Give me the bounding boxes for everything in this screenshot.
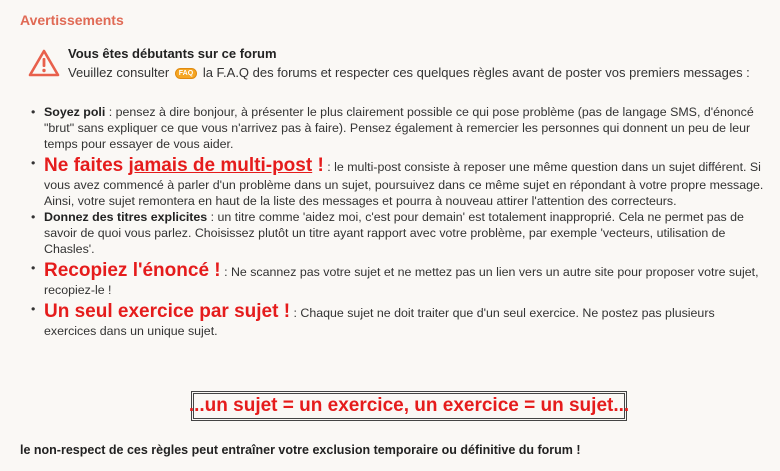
intro-text-before: Veuillez consulter xyxy=(68,65,170,80)
rule-lead-post: ! xyxy=(312,155,324,176)
rule-text: : un titre comme 'aidez moi, c'est pour demain' est totalement inapproprié. Cela ne permet pas de savoir de quoi vous parlez. Choisissez plutôt un titre ayant rapport avec votre problème, par exemple 'vecteurs, utilisation de Chasles'. xyxy=(44,210,744,256)
motto-box xyxy=(188,391,630,421)
section-title: Avertissements xyxy=(20,12,124,28)
rule-lead-red: Recopiez l'énoncé ! xyxy=(44,260,221,281)
rule-copy-statement xyxy=(44,260,764,298)
warning-triangle-icon xyxy=(28,49,60,77)
rule-lead-red: Un seul exercice par sujet ! xyxy=(44,301,291,322)
rule-text: : le multi-post consiste à reposer une même question dans un sujet différent. Si vous avez commencé à parler d'un problème dans un sujet, poursuivez dans ce même sujet en répondant à votre propre message. Ainsi, votre sujet remontera en haut de la liste des messages et pourra à nouveau attirer l'attention des correcteurs. xyxy=(44,160,764,208)
rule-lead-underlined: jamais de multi-post xyxy=(128,155,313,176)
motto-text: ...un sujet = un exercice, un exercice = un sujet... xyxy=(188,395,630,416)
rule-lead-red xyxy=(44,155,324,176)
rule-text: : Ne scannez pas votre sujet et ne mettez pas un lien vers un autre site pour proposer votre sujet, recopiez-le ! xyxy=(44,265,759,297)
intro-text xyxy=(68,65,750,80)
rule-text: : pensez à dire bonjour, à présenter le plus clairement possible ce qui pose problème (pas de langage SMS, d'énoncé "brut" sans expliquer ce que vous n'arrivez pas à faire). Pensez également à remercier les personnes qui donnent un peu de leur temps pour essayer de vous aider. xyxy=(44,105,754,151)
faq-badge-icon[interactable]: FAQ xyxy=(175,68,197,79)
rule-one-exercise xyxy=(44,301,764,339)
intro-heading: Vous êtes débutants sur ce forum xyxy=(68,46,277,61)
footer-warning: le non-respect de ces règles peut entraîner votre exclusion temporaire ou définitive du forum ! xyxy=(20,443,581,457)
rule-politeness xyxy=(44,104,764,152)
rule-lead-pre: Ne faites xyxy=(44,155,129,176)
rules-list xyxy=(44,104,764,339)
rule-lead: Donnez des titres explicites xyxy=(44,210,208,224)
intro-text-after: la F.A.Q des forums et respecter ces quelques règles avant de poster vos premiers messages : xyxy=(202,65,750,80)
rule-no-multipost xyxy=(44,155,764,209)
rule-explicit-titles xyxy=(44,209,764,257)
rule-text: : Chaque sujet ne doit traiter que d'un seul exercice. Ne postez pas plusieurs exercices dans un unique sujet. xyxy=(44,306,715,338)
rule-lead: Soyez poli xyxy=(44,105,106,119)
